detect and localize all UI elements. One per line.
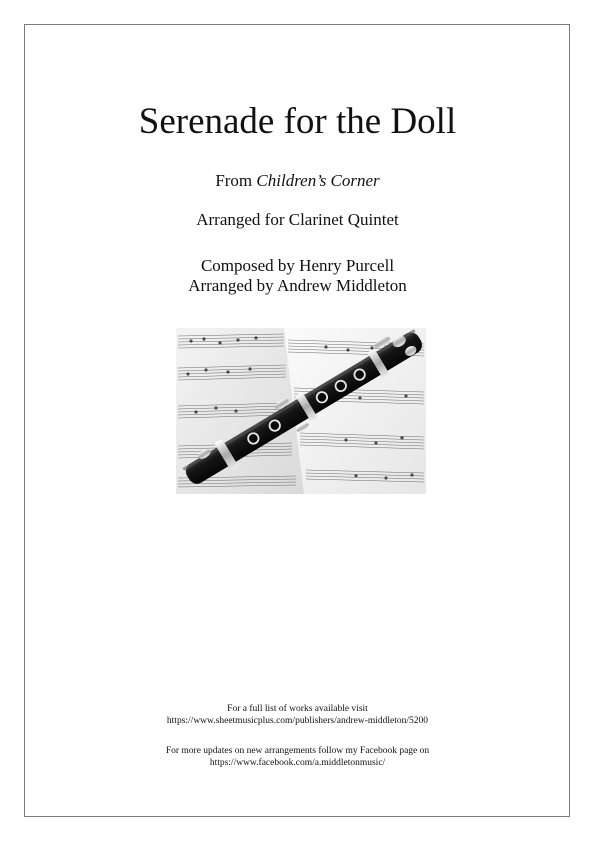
facebook-info <box>0 745 595 769</box>
credits <box>0 256 595 296</box>
source-work-title: Children’s Corner <box>256 171 380 190</box>
from-prefix: From <box>215 171 257 190</box>
clarinet-photo <box>176 328 426 494</box>
facebook-text: For more updates on new arrangements follow my Facebook page on <box>165 746 430 756</box>
arranger-credit: Arranged by Andrew Middleton <box>188 276 407 295</box>
works-info <box>0 703 595 727</box>
works-link[interactable]: https://www.sheetmusicplus.com/publishers/andrew-middleton/5200 <box>166 716 429 726</box>
facebook-link[interactable]: https://www.facebook.com/a.middletonmusic/ <box>209 758 386 768</box>
composer-credit: Composed by Henry Purcell <box>200 256 395 275</box>
instrumentation: Arranged for Clarinet Quintet <box>196 210 399 229</box>
works-text: For a full list of works available visit <box>227 704 368 714</box>
page-title: Serenade for the Doll <box>138 101 457 142</box>
source-work-line <box>0 171 595 191</box>
